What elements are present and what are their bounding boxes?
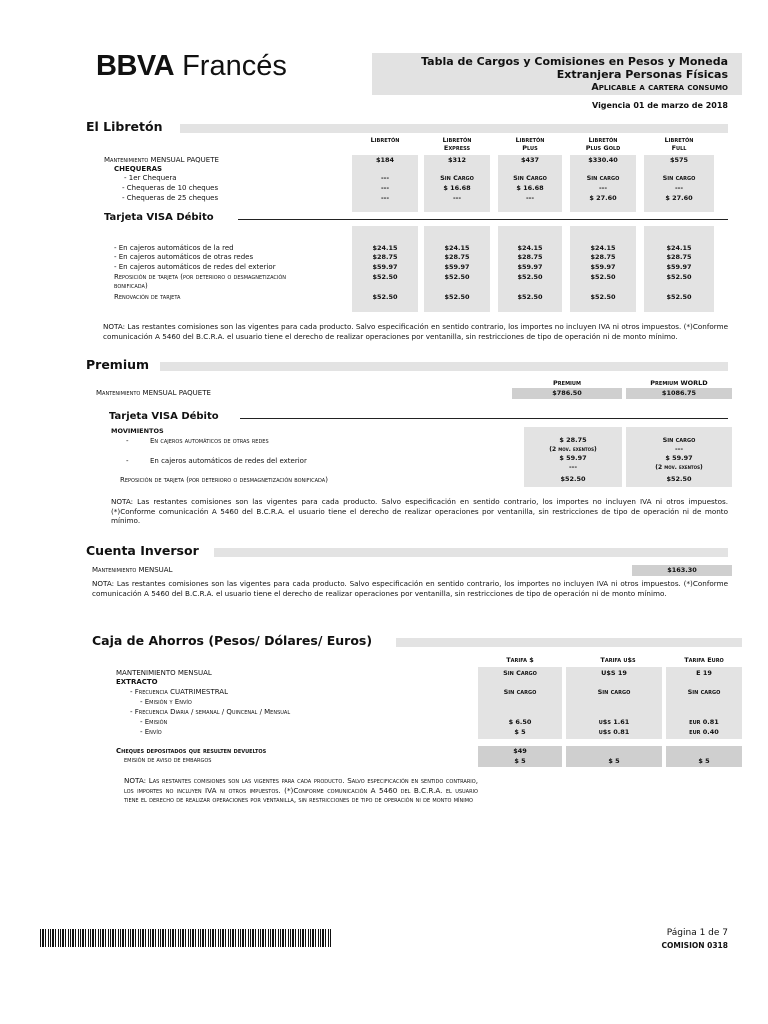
libreton-cell: Sin cargo — [662, 174, 696, 182]
section-title-libreton: El Libretón — [86, 119, 163, 134]
page-number: Página 1 de 7 — [666, 928, 728, 938]
visa-cell: $28.75 — [444, 253, 470, 261]
caja-row-label: - Envío — [140, 728, 162, 736]
section-bar — [180, 124, 728, 133]
visa-row-label-cont: bonificada) — [114, 282, 148, 290]
visa-debito-title: Tarjeta VISA Débito — [104, 212, 214, 223]
caja-cell: Sin cargo — [597, 688, 631, 696]
premium-mant-cell: $786.50 — [512, 388, 622, 399]
libreton-note: NOTA: Las restantes comisiones son las vigentes para cada producto. Salvo especificación en sentido contrario, los importes no incluyen IVA ni otros impuestos. (*)Conforme comunicación A 5460 del B.C.R.A. el usuario tiene el derecho de realizar operaciones por ventanilla, sin restricciones de tipo de operación ni de monto mínimo. — [103, 322, 728, 341]
col-header-line2: Full — [671, 144, 687, 152]
libreton-cell: Sin Cargo — [513, 174, 547, 182]
caja-cell: $ 6.50 — [508, 718, 532, 726]
caja-cell: Sin cargo — [503, 688, 537, 696]
caja-cell: U$S 19 — [601, 669, 627, 677]
visa-cell: $59.97 — [666, 263, 692, 271]
visa-cell: $52.50 — [517, 293, 543, 301]
libreton-cell: $ 16.68 — [516, 184, 544, 192]
premium-visa-col2: Sin cargo --- $ 59.97 (2 mov. exentos) $52.50 — [626, 427, 732, 487]
visa-cell: $59.97 — [517, 263, 543, 271]
libreton-row-label: - Chequeras de 25 cheques — [122, 194, 219, 202]
premium-row-otras-redes: En cajeros automáticos de otras redes — [150, 437, 269, 445]
caja-row-label: EXTRACTO — [116, 678, 158, 686]
visa-cell: $52.50 — [444, 273, 470, 281]
section-bar — [396, 638, 742, 647]
premium-row-exterior: En cajeros automáticos de redes del exterior — [150, 457, 307, 465]
caja-row-label: - Frecuencia CUATRIMESTRAL — [130, 688, 228, 696]
premium-col: Premium — [553, 379, 581, 387]
libreton-cell: $ 27.60 — [665, 194, 693, 202]
libreton-row-label: Mantenimiento MENSUAL PAQUETE — [104, 156, 219, 164]
section-bar — [214, 548, 728, 557]
libreton-cell: --- — [674, 184, 684, 192]
premium-world-mant-cell: $1086.75 — [626, 388, 732, 399]
visa-cell: $28.75 — [590, 253, 616, 261]
inversor-note: NOTA: Las restantes comisiones son las vigentes para cada producto. Salvo especificación en sentido contrario, los importes no incluyen IVA ni otros impuestos. (*)Conforme comunicación A 5460 del B.C.R.A. el usuario tiene el derecho de realizar operaciones por ventanilla, sin restricciones de tipo de operación ni de monto mínimo. — [92, 579, 728, 598]
caja-cell: Sin cargo — [687, 688, 721, 696]
libreton-col-header — [498, 136, 562, 152]
caja-cell: Sin Cargo — [503, 669, 537, 677]
libreton-col-header — [352, 136, 418, 144]
visa-cell: $28.75 — [517, 253, 543, 261]
vigencia-date: Vigencia 01 de marzo de 2018 — [592, 101, 728, 110]
visa-cell: $52.50 — [372, 273, 398, 281]
libreton-col-header — [424, 136, 490, 152]
document-subtitle: Aplicable a cartera consumo — [591, 82, 728, 93]
premium-visa-col1: $ 28.75 (2 mov. exentos) $ 59.97 --- $52.50 — [524, 427, 622, 487]
visa-cell: $24.15 — [517, 244, 543, 252]
libreton-col-header — [570, 136, 636, 152]
libreton-cell: $330.40 — [588, 156, 618, 164]
embargos-val-euro: $ 5 — [698, 757, 710, 765]
libreton-cell: $437 — [520, 156, 540, 164]
barcode — [40, 929, 332, 947]
visa-cell: $24.15 — [590, 244, 616, 252]
divider — [238, 219, 728, 220]
embargos-val-dolares: $ 5 — [608, 757, 620, 765]
premium-note: NOTA: Las restantes comisiones son las vigentes para cada producto. Salvo especificación en sentido contrario, los importes no incluyen IVA ni otros impuestos. (*)Conforme comunicación A 5460 del B.C.R.A. el usuario tiene el derecho de realizar operaciones por ventanilla, sin restricciones de tipo de operación ni de monto mínimo. — [111, 497, 728, 525]
caja-cell: E 19 — [696, 669, 712, 677]
libreton-row-label: - 1er Chequera — [124, 174, 177, 182]
col-header-line1: Libretón — [515, 136, 545, 144]
inversor-mant-cell: $163.30 — [632, 565, 732, 576]
libreton-cell: $575 — [669, 156, 689, 164]
embargos-label: emisión de aviso de embargos — [124, 756, 212, 764]
dash: - — [126, 457, 129, 465]
visa-cell: $59.97 — [590, 263, 616, 271]
libreton-cell: $ 16.68 — [443, 184, 471, 192]
movimientos-label: MOVIMIENTOS — [111, 427, 164, 435]
document-code: COMISION 0318 — [661, 941, 728, 950]
libreton-cell: Sin Cargo — [440, 174, 474, 182]
libreton-cell: --- — [525, 194, 535, 202]
caja-note: NOTA: Las restantes comisiones son las vigentes para cada producto. Salvo especificación en sentido contrario, los importes no incluyen IVA ni otros impuestos. (*)Conforme comunicación A 5460 del B.C.R.A. el usuario tiene el derecho de realizar operaciones por ventanilla, sin restricciones de tipo de operación ni de monto mínimo — [124, 776, 478, 804]
cheques-devueltos-label: Cheques depositados que resulten devueltos — [116, 747, 267, 755]
visa-row-label: Reposición de tarjeta (por deterioro o desmagnetización — [114, 273, 287, 281]
visa-cell: $28.75 — [666, 253, 692, 261]
col-header-line1: Libretón — [370, 136, 400, 144]
visa-row-label: Renovación de tarjeta — [114, 293, 181, 301]
section-bar — [160, 362, 728, 371]
caja-row-label: - Emisión y Envío — [140, 698, 192, 706]
bbva-logo: BBVA Francés — [96, 50, 287, 82]
libreton-cell: --- — [452, 194, 462, 202]
caja-cell: eur 0.81 — [689, 718, 719, 726]
libreton-row-label: - Chequeras de 10 cheques — [122, 184, 219, 192]
visa-cell: $59.97 — [372, 263, 398, 271]
visa-cell: $52.50 — [517, 273, 543, 281]
col-header-line2: Plus Gold — [585, 144, 621, 152]
dash: - — [126, 437, 129, 445]
caja-cell: u$s 1.61 — [598, 718, 630, 726]
section-title-caja: Caja de Ahorros (Pesos/ Dólares/ Euros) — [92, 633, 373, 648]
col-header-line1: Libretón — [664, 136, 694, 144]
col-header-line1: Libretón — [442, 136, 472, 144]
caja-row-label: MANTENIMIENTO MENSUAL — [116, 669, 212, 677]
libreton-cell: --- — [380, 184, 390, 192]
libreton-cell: --- — [598, 184, 608, 192]
caja-col-euro: Tarifa Euro — [684, 656, 724, 664]
caja-cell: $ 5 — [514, 728, 526, 736]
caja-row-label: - Emisión — [140, 718, 168, 726]
col-header-line2: Plus — [522, 144, 538, 152]
visa-cell: $52.50 — [444, 293, 470, 301]
visa-row-label: - En cajeros automáticos de otras redes — [114, 253, 254, 261]
section-title-inversor: Cuenta Inversor — [86, 543, 199, 558]
premium-visa-title: Tarjeta VISA Débito — [109, 411, 219, 422]
libreton-col-header — [644, 136, 714, 152]
document-title: Tabla de Cargos y Comisiones en Pesos y Moneda Extranjera Personas Físicas — [421, 55, 728, 81]
cheques-devueltos-val: $49 — [513, 747, 527, 755]
libreton-cell: $312 — [447, 156, 467, 164]
visa-cell: $28.75 — [372, 253, 398, 261]
libreton-cell: --- — [380, 174, 390, 182]
caja-row-label: - Frecuencia Diaria / semanal / Quincenal / Mensual — [130, 708, 291, 716]
section-title-premium: Premium — [86, 357, 150, 372]
divider — [240, 418, 728, 419]
premium-mant-label: Mantenimiento MENSUAL PAQUETE — [96, 389, 211, 397]
visa-cell: $52.50 — [590, 273, 616, 281]
caja-col-dolares: Tarifa u$s — [600, 656, 636, 664]
premium-row-reposicion: Reposición de tarjeta (por deterioro o desmagnetización bonificada) — [120, 476, 328, 484]
libreton-cell: $ 27.60 — [589, 194, 617, 202]
visa-cell: $52.50 — [590, 293, 616, 301]
caja-cell: eur 0.40 — [689, 728, 719, 736]
visa-cell: $52.50 — [666, 273, 692, 281]
libreton-row-label: CHEQUERAS — [114, 165, 163, 173]
inversor-mant-label: Mantenimiento MENSUAL — [92, 566, 173, 574]
visa-cell: $59.97 — [444, 263, 470, 271]
visa-cell: $24.15 — [372, 244, 398, 252]
visa-row-label: - En cajeros automáticos de redes del exterior — [114, 263, 276, 271]
embargos-val-pesos: $ 5 — [514, 757, 526, 765]
premium-world-col: Premium WORLD — [650, 379, 708, 387]
visa-cell: $52.50 — [666, 293, 692, 301]
visa-cell: $24.15 — [444, 244, 470, 252]
visa-cell: $52.50 — [372, 293, 398, 301]
col-header-line2: Express — [443, 144, 471, 152]
caja-cell: u$s 0.81 — [598, 728, 630, 736]
libreton-cell: $184 — [375, 156, 395, 164]
libreton-cell: --- — [380, 194, 390, 202]
caja-col-pesos: Tarifa $ — [506, 656, 534, 664]
col-header-line1: Libretón — [588, 136, 618, 144]
visa-cell: $24.15 — [666, 244, 692, 252]
libreton-cell: Sin cargo — [586, 174, 620, 182]
visa-row-label: - En cajeros automáticos de la red — [114, 244, 234, 252]
